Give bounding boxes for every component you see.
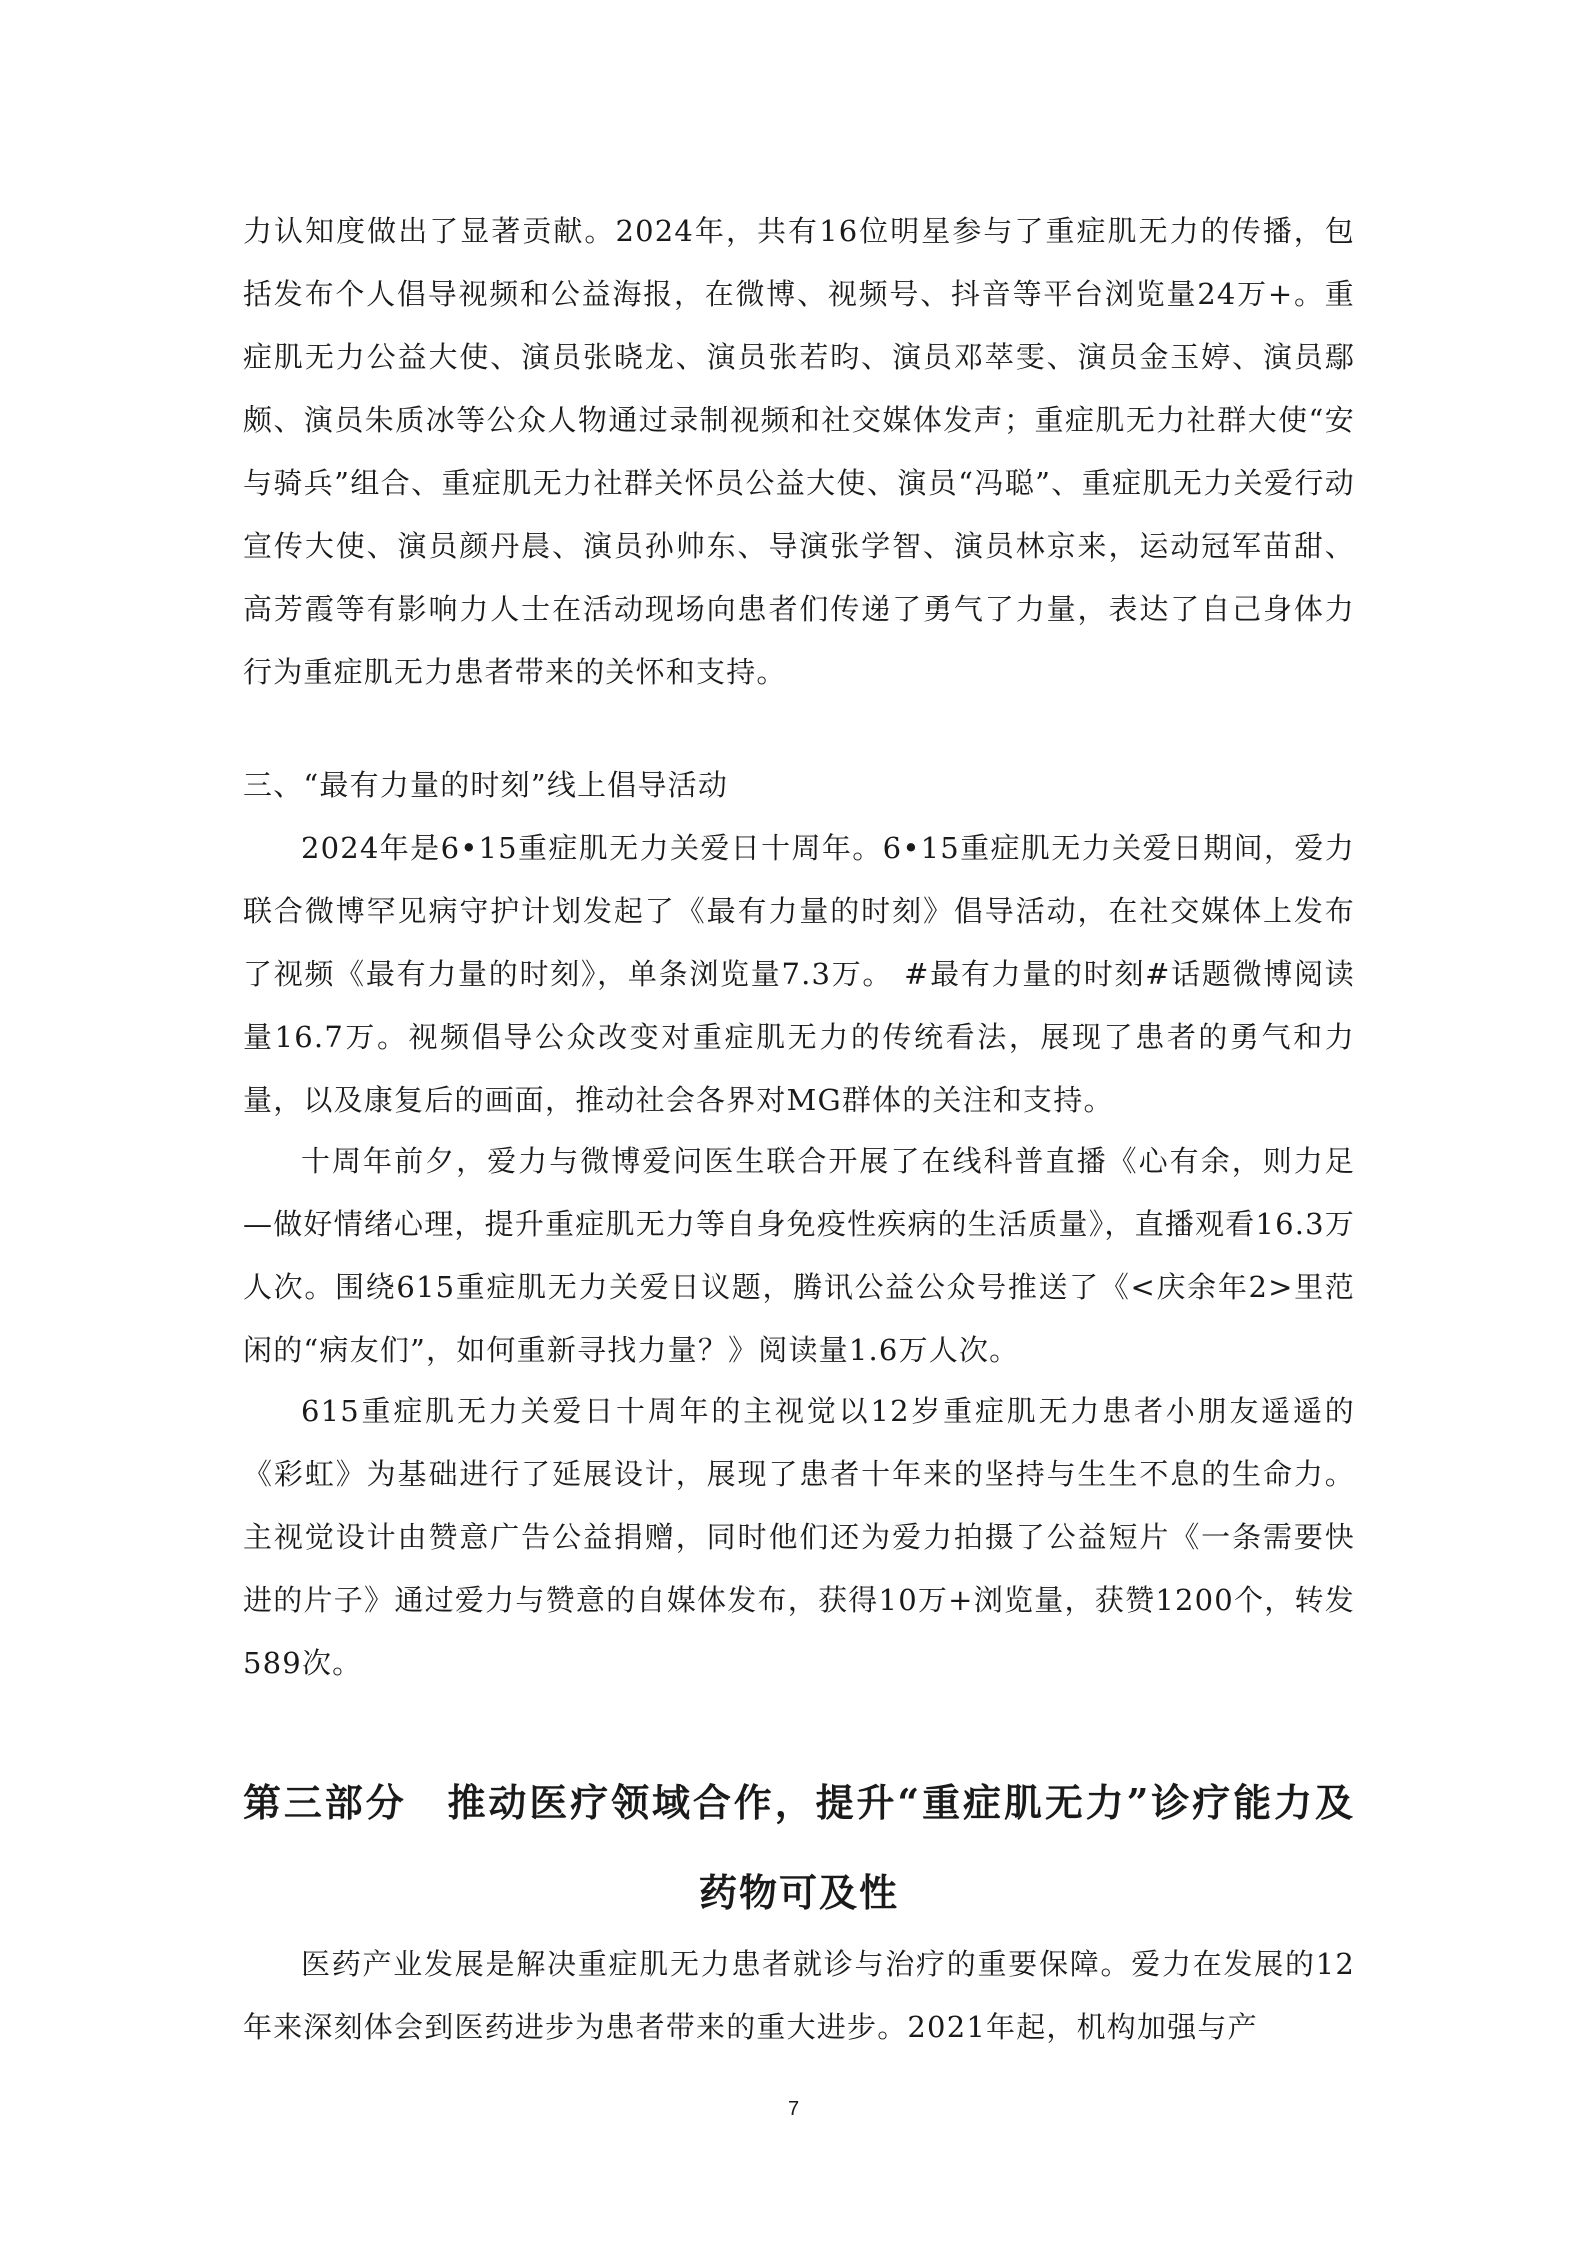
page-number: 7 <box>787 2098 800 2120</box>
paragraph-pharma-industry: 医药产业发展是解决重症肌无力患者就诊与治疗的重要保障。爱力在发展的12年来深刻体会到医药进步为患者带来的重大进步。2021年起，机构加强与产 <box>243 1947 1355 2044</box>
paragraph-key-visual: 615重症肌无力关爱日十周年的主视觉以12岁重症肌无力患者小朋友遥遥的《彩虹》为基础进行了延展设计，展现了患者十年来的坚持与生生不息的生命力。主视觉设计由赞意广告公益捐赠，同时他们还为爱力拍摄了公益短片《一条需要快进的片子》通过爱力与赞意的自媒体发布，获得10万+浏览量，获赞1200个，转发589次。 <box>243 1394 1355 1680</box>
paragraph-care-day-anniversary: 2024年是6•15重症肌无力关爱日十周年。6•15重症肌无力关爱日期间，爱力联合微博罕见病守护计划发起了《最有力量的时刻》倡导活动，在社交媒体上发布了视频《最有力量的时刻》，单条浏览量7.3万。 #最有力量的时刻#话题微博阅读量16.7万。视频倡导公众改变对重症肌无力的传统看法，展现了患者的勇气和力量，以及康复后的画面，推动社会各界对MG群体的关注和支持。 <box>243 831 1355 1117</box>
section-heading-online-advocacy: 三、“最有力量的时刻”线上倡导活动 <box>243 768 729 802</box>
paragraph-livestream: 十周年前夕，爱力与微博爱问医生联合开展了在线科普直播《心有余，则力足—做好情绪心理，提升重症肌无力等自身免疫性疾病的生活质量》，直播观看16.3万人次。围绕615重症肌无力关爱日议题，腾讯公益公众号推送了《<庆余年2>里范闲的“病友们”，如何重新寻找力量？》阅读量1.6万人次。 <box>243 1144 1355 1367</box>
part-three-heading: 第三部分 推动医疗领域合作，提升“重症肌无力”诊疗能力及药物可及性 <box>243 1780 1355 1915</box>
paragraph-celebrity-advocacy: 力认知度做出了显著贡献。2024年，共有16位明星参与了重症肌无力的传播，包括发布个人倡导视频和公益海报，在微博、视频号、抖音等平台浏览量24万+。重症肌无力公益大使、演员张晓龙、演员张若昀、演员邓萃雯、演员金玉婷、演员鄢颇、演员朱质冰等公众人物通过录制视频和社交媒体发声；重症肌无力社群大使“安与骑兵”组合、重症肌无力社群关怀员公益大使、演员“冯聪”、重症肌无力关爱行动宣传大使、演员颜丹晨、演员孙帅东、导演张学智、演员林京来，运动冠军苗甜、高芳霞等有影响力人士在活动现场向患者们传递了勇气了力量，表达了自己身体力行为重症肌无力患者带来的关怀和支持。 <box>243 214 1355 689</box>
